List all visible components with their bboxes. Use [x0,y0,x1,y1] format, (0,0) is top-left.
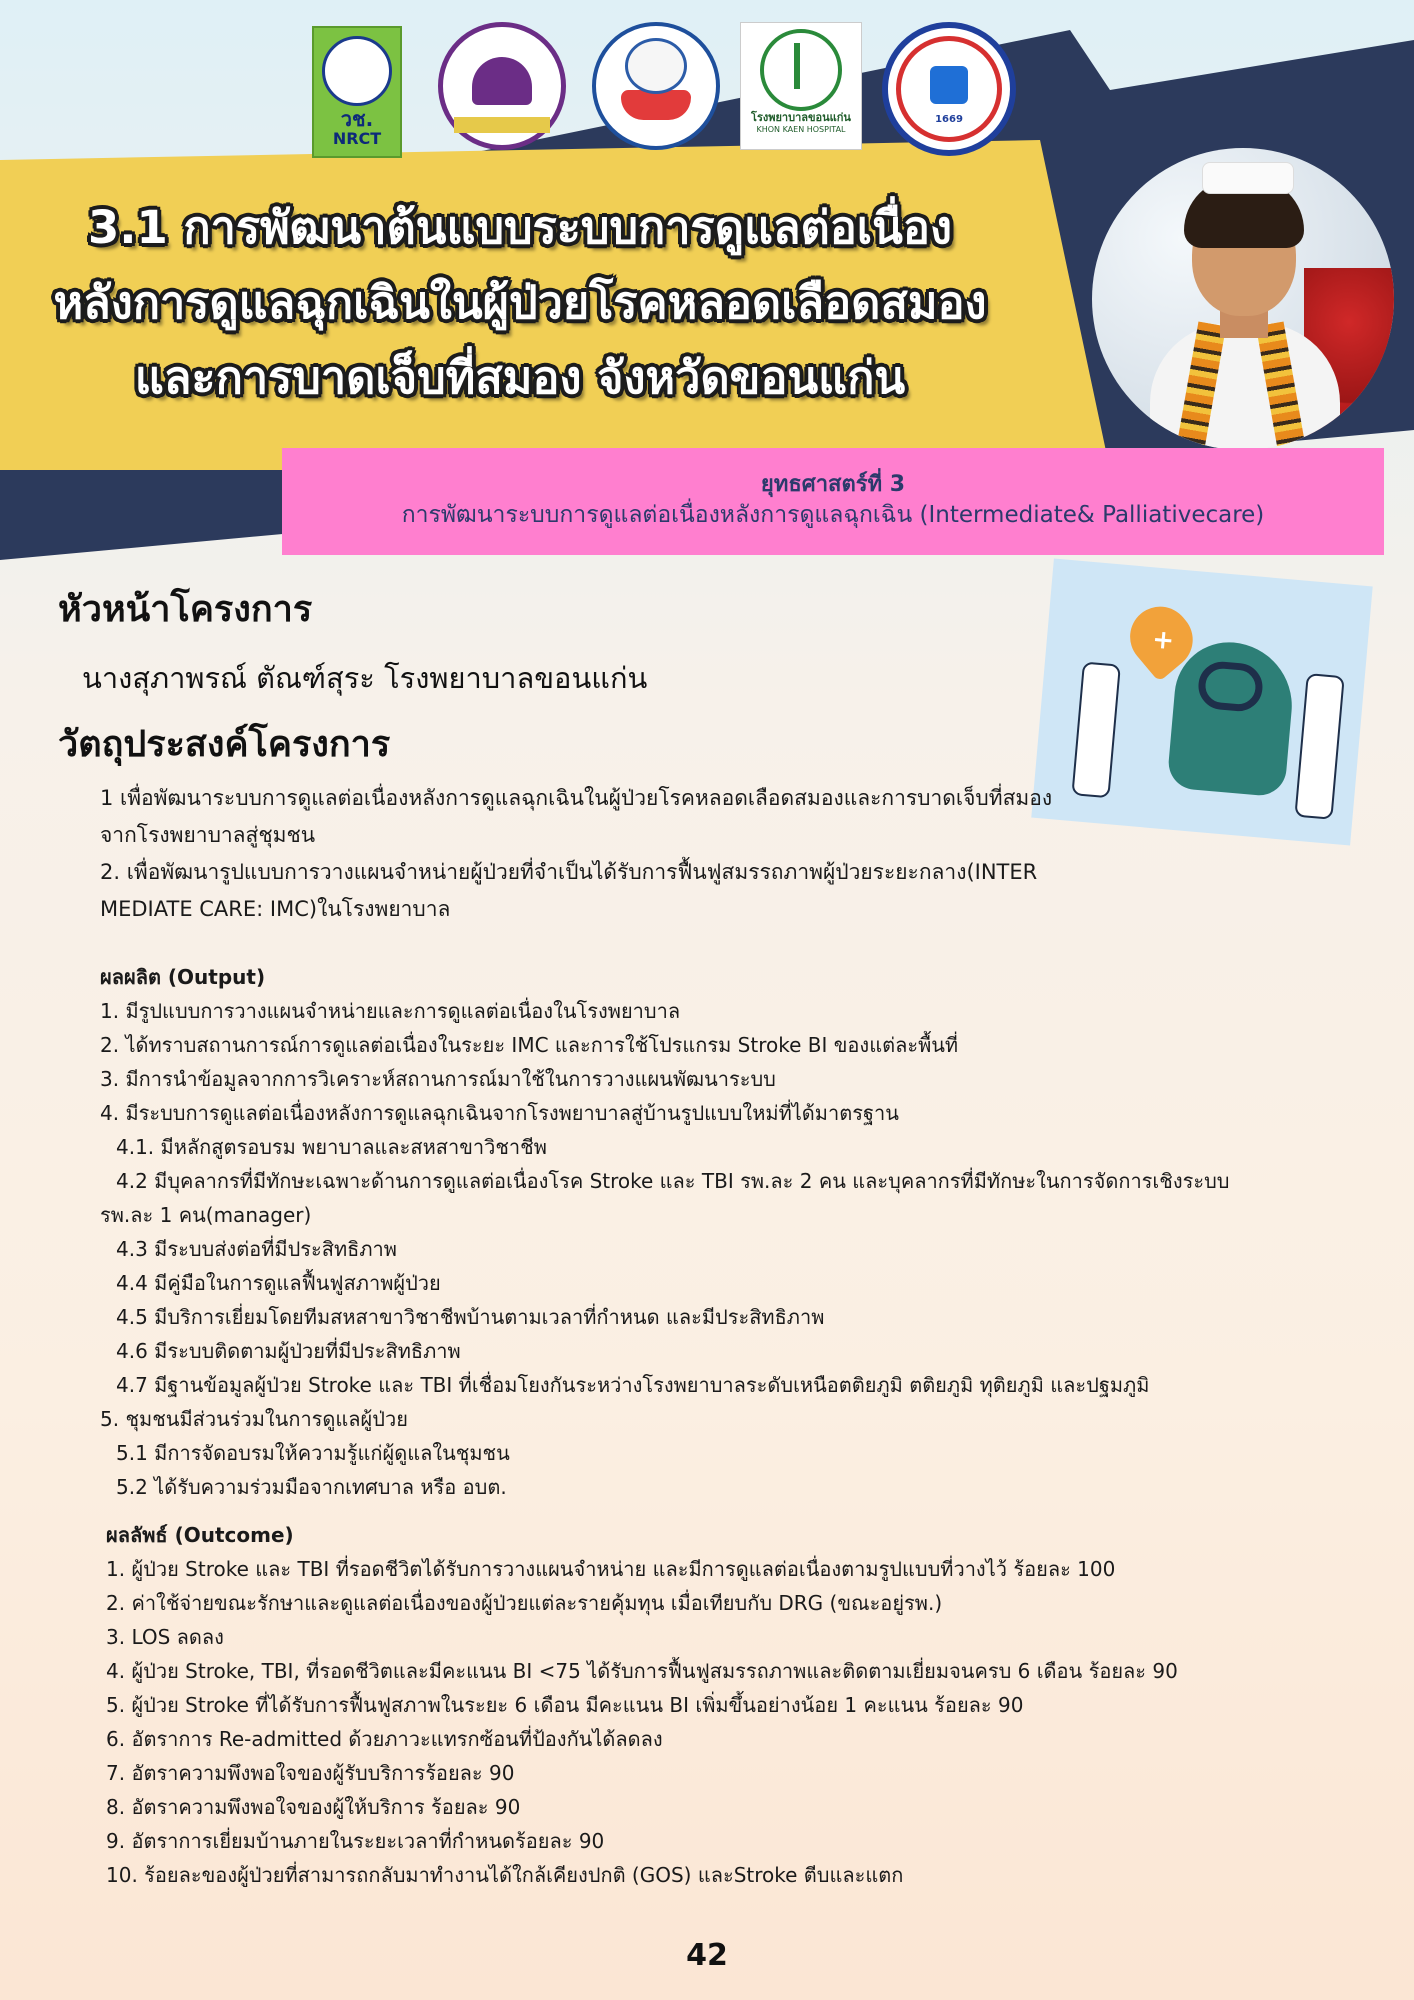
output-line: 4.3 มีระบบส่งต่อที่มีประสิทธิภาพ [116,1237,397,1261]
objectives-heading: วัตถุประสงค์โครงการ [58,724,391,765]
objective-line: 1 เพื่อพัฒนาระบบการดูแลต่อเนื่องหลังการดูแลฉุกเฉินในผู้ป่วยโรคหลอดเลือดสมองและการบาดเจ็บที่สมอง [100,786,1053,810]
strategy-box [282,448,1384,555]
output-line: 4.5 มีบริการเยี่ยมโดยทีมสหสาขาวิชาชีพบ้านตามเวลาที่กำหนด และมีประสิทธิภาพ [116,1305,825,1329]
strategy-label: ยุทธศาสตร์ที่ 3 [760,472,906,497]
page-title [20,190,1020,415]
output-line: 5.1 มีการจัดอบรมให้ความรู้แก่ผู้ดูแลในชุมชน [116,1441,510,1465]
output-line: 5.2 ได้รับความร่วมมือจากเทศบาล หรือ อบต. [116,1475,507,1499]
emergency-medical-service-logo-icon [882,22,1016,156]
outcome-line: 2. ค่าใช้จ่ายขณะรักษาและดูแลต่อเนื่องของผู้ป่วยแต่ละรายคุ้มทุน เมื่อเทียบกับ DRG (ขณะอยู่รพ.) [106,1591,943,1615]
output-line: 5. ชุมชนมีส่วนร่วมในการดูแลผู้ป่วย [100,1407,408,1431]
output-line: 3. มีการนำข้อมูลจากการวิเคราะห์สถานการณ์มาใช้ในการวางแผนพัฒนาระบบ [100,1067,776,1091]
outcome-line: 8. อัตราความพึงพอใจของผู้ให้บริการ ร้อยละ 90 [106,1795,521,1819]
chiang-mai-university-logo-icon [438,22,566,150]
outcome-line: 6. อัตราการ Re-admitted ด้วยภาวะแทรกซ้อนที่ป้องกันได้ลดลง [106,1727,663,1751]
output-line: 4.2 มีบุคลากรที่มีทักษะเฉพาะด้านการดูแลต่อเนื่องโรค Stroke และ TBI รพ.ละ 2 คน และบุคลากรที่มีทักษะในการจัดการเชิงระบบ [116,1169,1230,1193]
objective-line: 2. เพื่อพัฒนารูปแบบการวางแผนจำหน่ายผู้ป่วยที่จำเป็นได้รับการฟื้นฟูสมรรถภาพผู้ป่วยระยะกลาง(INTER [100,860,1038,884]
output-line: 4.7 มีฐานข้อมูลผู้ป่วย Stroke และ TBI ที่เชื่อมโยงกันระหว่างโรงพยาบาลระดับเหนือตติยภูมิ ตติยภูมิ ทุติยภูมิ และปฐมภูมิ [116,1373,1150,1397]
health-mascot-logo-icon [592,22,720,150]
outcome-line: 10. ร้อยละของผู้ป่วยที่สามารถกลับมาทำงานได้ใกล้เคียงปกติ (GOS) และStroke ตีบและแตก [106,1863,904,1887]
output-line: 4.1. มีหลักสูตรอบรม พยาบาลและสหสาขาวิชาชีพ [116,1135,547,1159]
nrct-logo-icon [312,26,402,158]
outcome-line: 5. ผู้ป่วย Stroke ที่ได้รับการฟื้นฟูสภาพในระยะ 6 เดือน มีคะแนน BI เพิ่มขึ้นอย่างน้อย 1 คะแนน ร้อยละ 90 [106,1693,1024,1717]
page-number: 42 [686,1938,728,1973]
outcome-line: 1. ผู้ป่วย Stroke และ TBI ที่รอดชีวิตได้รับการวางแผนจำหน่าย และมีการดูแลต่อเนื่องตามรูปแบบที่วางไว้ ร้อยละ 100 [106,1557,1116,1581]
outcomes-heading: ผลลัพธ์ (Outcome) [106,1523,294,1547]
outcome-line: 9. อัตราการเยี่ยมบ้านภายในระยะเวลาที่กำหนดร้อยละ 90 [106,1829,605,1853]
outcomes-section [106,1518,1346,1892]
project-head-heading: หัวหน้าโครงการ [58,589,313,630]
objectives-list [100,780,1180,928]
portrait-photo [1092,148,1394,450]
output-line: 2. ได้ทราบสถานการณ์การดูแลต่อเนื่องในระยะ IMC และการใช้โปรแกรม Stroke BI ของแต่ละพื้นที่ [100,1033,959,1057]
khon-kaen-hospital-english: KHON KAEN HOSPITAL [756,125,846,134]
nrct-logo-thai: วช. [340,107,374,131]
title-line-1: 3.1 การพัฒนาต้นแบบระบบการดูแลต่อเนื่อง [88,201,952,254]
output-line: 4.6 มีระบบติดตามผู้ป่วยที่มีประสิทธิภาพ [116,1339,461,1363]
outcome-line: 3. LOS ลดลง [106,1625,224,1649]
ministry-public-health-seal-icon [740,22,862,150]
title-line-2: หลังการดูแลฉุกเฉินในผู้ป่วยโรคหลอดเลือดสมอง [53,276,987,329]
outputs-heading: ผลผลิต (Output) [100,965,266,989]
ems-number: 1669 [935,114,963,125]
outputs-section [100,960,1340,1504]
output-line: 4. มีระบบการดูแลต่อเนื่องหลังการดูแลฉุกเฉินจากโรงพยาบาลสู่บ้านรูปแบบใหม่ที่ได้มาตรฐาน [100,1101,899,1125]
project-head-name: นางสุภาพรณ์ ตัณฑ์สุระ โรงพยาบาลขอนแก่น [82,661,648,695]
khon-kaen-hospital-thai: โรงพยาบาลขอนแก่น [751,111,851,124]
outcome-line: 7. อัตราความพึงพอใจของผู้รับบริการร้อยละ 90 [106,1761,515,1785]
output-line: 1. มีรูปแบบการวางแผนจำหน่ายและการดูแลต่อเนื่องในโรงพยาบาล [100,999,681,1023]
objective-line: จากโรงพยาบาลสู่ชุมชน [100,823,316,847]
logo-row [312,22,1032,162]
strategy-name: การพัฒนาระบบการดูแลต่อเนื่องหลังการดูแลฉุกเฉิน (Intermediate& Palliativecare) [401,502,1265,528]
outcome-line: 4. ผู้ป่วย Stroke, TBI, ที่รอดชีวิตและมีคะแนน BI <75 ได้รับการฟื้นฟูสมรรถภาพและติดตามเยี่ยมจนครบ 6 เดือน ร้อยละ 90 [106,1659,1178,1683]
doctors-brain-heart-illustration-icon: + [1031,559,1372,846]
output-line: รพ.ละ 1 คน(manager) [100,1203,312,1227]
title-line-3: และการบาดเจ็บที่สมอง จังหวัดขอนแก่น [134,351,906,404]
objective-line: MEDIATE CARE: IMC)ในโรงพยาบาล [100,897,451,921]
output-line: 4.4 มีคู่มือในการดูแลฟื้นฟูสภาพผู้ป่วย [116,1271,441,1295]
nrct-logo-english: NRCT [332,129,382,148]
